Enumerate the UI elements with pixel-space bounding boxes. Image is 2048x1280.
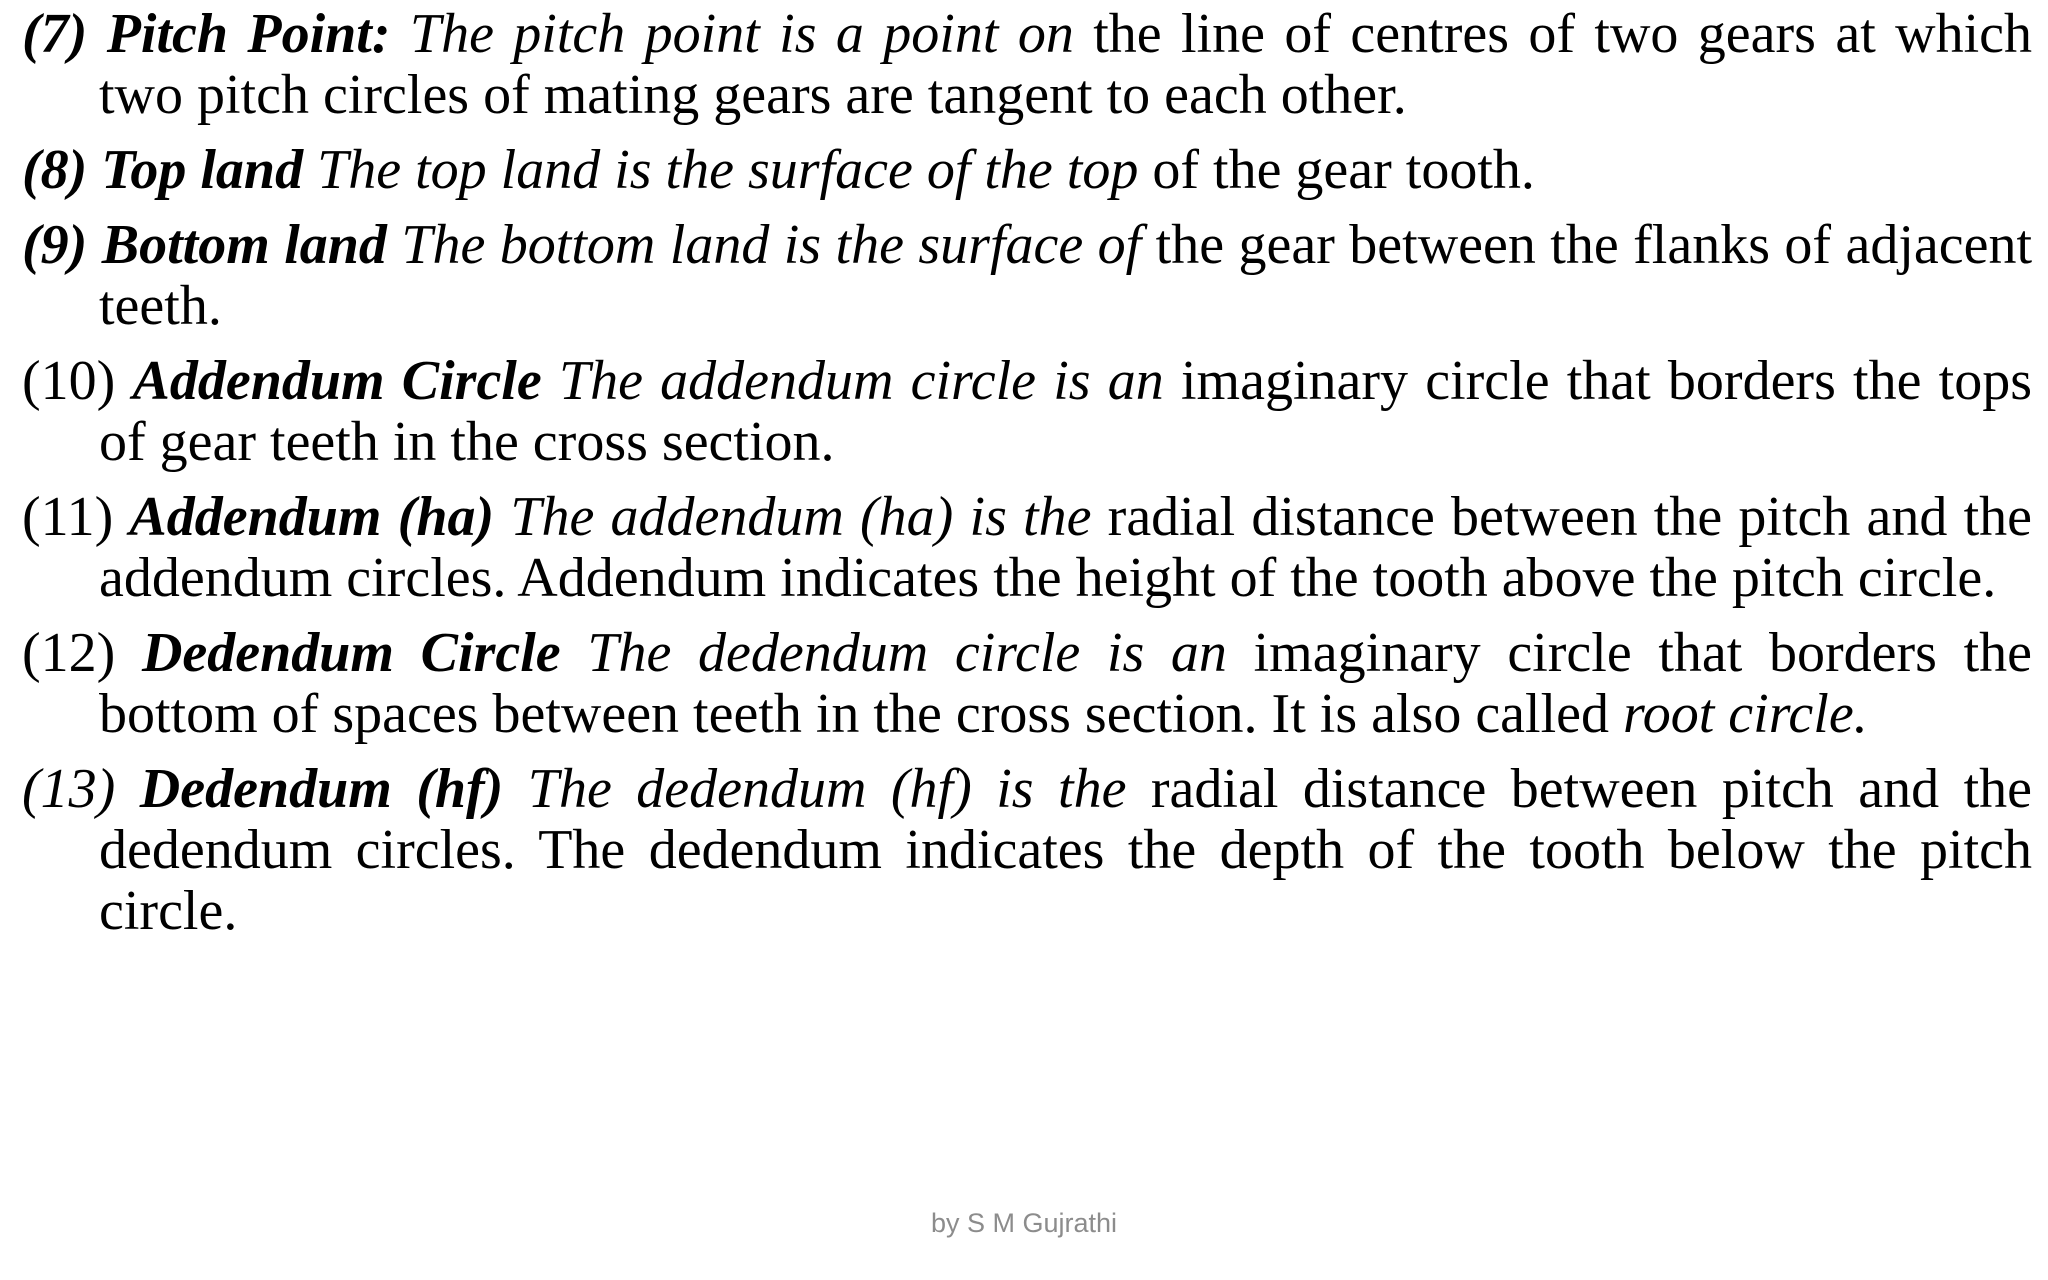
definition-tail: root circle. (1623, 683, 1868, 745)
definition-lead: The addendum (ha) is the (510, 486, 1092, 548)
definition-12-dedendum-circle (22, 623, 2032, 745)
definition-lead: The addendum circle is an (558, 350, 1164, 412)
definition-term: Addendum Circle (132, 350, 542, 412)
definition-term: Top land (101, 139, 304, 201)
definition-number: (9) (22, 214, 88, 276)
definition-term: Pitch Point: (106, 3, 391, 65)
definition-number: (11) (22, 486, 114, 548)
definition-13-dedendum (22, 759, 2032, 942)
definition-8-top-land (22, 140, 2032, 201)
definition-number: (8) (22, 139, 88, 201)
definition-11-addendum (22, 487, 2032, 609)
definition-lead: The top land is the surface of the top (317, 139, 1139, 201)
definitions-list (22, 4, 2032, 956)
footer-credit: by S M Gujrathi (930, 1208, 1118, 1238)
definition-lead: The bottom land is the surface of (401, 214, 1142, 276)
definition-term: Addendum (ha) (129, 486, 495, 548)
definition-body: imaginary circle that borders the bottom of spaces between teeth in the cross section. It is also called (99, 622, 2033, 745)
definition-number: (12) (22, 622, 116, 684)
definition-7-pitch-point (22, 4, 2032, 126)
definition-body: radial distance between pitch and the dedendum circles. The dedendum indicates the depth of the tooth below the pitch circle. (99, 758, 2032, 942)
definition-lead: The dedendum (hf) is the (527, 758, 1127, 820)
definition-number: (13) (22, 758, 116, 820)
definition-body: the line of centres of two gears at which two pitch circles of mating gears are tangent to each other. (99, 3, 2033, 126)
definition-term: Dedendum (hf) (139, 758, 504, 820)
definition-number: (7) (22, 3, 88, 65)
definition-body: radial distance between the pitch and the addendum circles. Addendum indicates the height of the tooth above the pitch circle. (99, 486, 2033, 609)
definition-body: imaginary circle that borders the tops of gear teeth in the cross section. (99, 350, 2033, 473)
definition-lead: The dedendum circle is an (587, 622, 1227, 684)
definition-9-bottom-land (22, 215, 2032, 337)
definition-body: of the gear tooth. (1152, 139, 1535, 201)
definition-lead: The pitch point is a point on (409, 3, 1074, 65)
definition-number: (10) (22, 350, 116, 412)
definition-body: the gear between the flanks of adjacent teeth. (99, 214, 2033, 337)
definition-term: Bottom land (101, 214, 387, 276)
definition-10-addendum-circle (22, 351, 2032, 473)
definition-term: Dedendum Circle (141, 622, 561, 684)
